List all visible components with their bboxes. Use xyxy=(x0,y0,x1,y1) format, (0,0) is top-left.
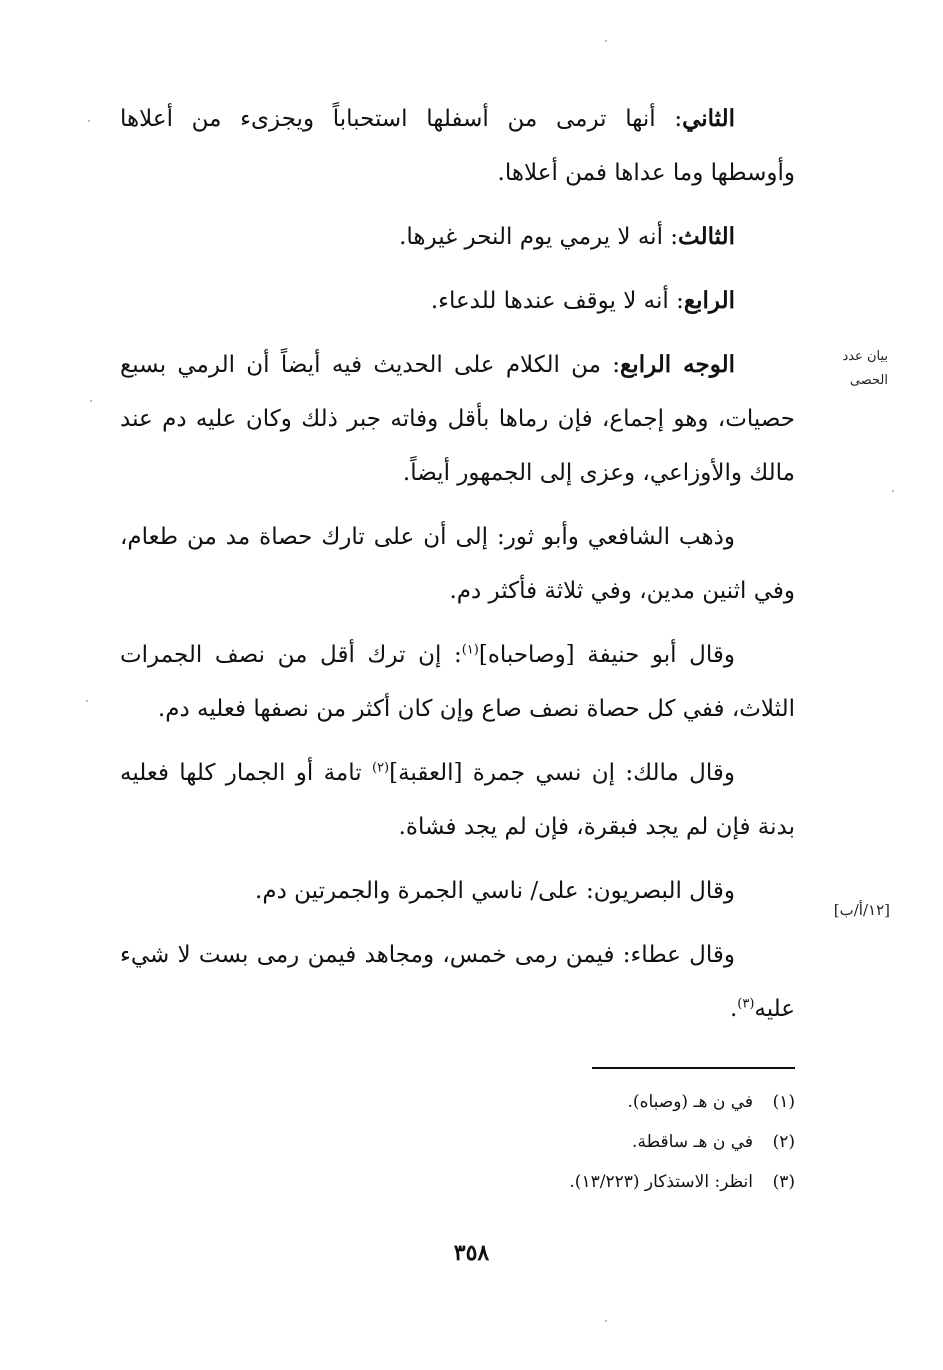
paragraph-fourth-aspect xyxy=(120,338,795,500)
footnote-ref[interactable]: (٢) xyxy=(371,760,390,776)
scan-speck xyxy=(605,40,607,42)
margin-note-topic: بيان عدد الحصى xyxy=(842,349,888,388)
paragraph-text: وقال مالك: إن نسي جمرة [العقبة] xyxy=(389,760,735,786)
paragraph-text-cont: : إن ترك أقل من نصف الجمرات الثلاث، ففي كل حصاة نصف صاع وإن كان أكثر من نصفها فعليه دم. xyxy=(120,642,795,722)
footnote-text: في ن هـ ساقطة. xyxy=(632,1132,753,1152)
footnote-text: انظر: الاستذكار (١٣/٢٢٣). xyxy=(569,1172,753,1192)
paragraph-text: وقال البصريون: على/ ناسي الجمرة والجمرتين دم. xyxy=(255,878,735,904)
paragraph-lead: الثاني xyxy=(682,105,735,132)
paragraph-shafii xyxy=(120,510,795,618)
footnote-ref[interactable]: (١) xyxy=(461,642,479,658)
paragraph-third xyxy=(120,210,795,264)
paragraph-text: : من الكلام على الحديث فيه أيضاً أن الرمي بسبع حصيات، وهو إجماع، فإن رماها بأقل وفاته جبر ذلك وكان عليه دم عند مالك والأوزاعي، وعزى إلى الجمهور أيضاً. xyxy=(120,352,795,486)
paragraph-lead: الثالث xyxy=(678,223,735,250)
scan-speck xyxy=(88,120,90,122)
paragraph-text-cont: . xyxy=(729,996,738,1022)
footnote-divider xyxy=(592,1067,795,1069)
paragraph-text-cont: تامة أو الجمار كلها فعليه بدنة فإن لم يجد فبقرة، فإن لم يجد فشاة. xyxy=(120,760,795,840)
footnote-number: (١) xyxy=(772,1092,795,1112)
scan-speck xyxy=(892,490,894,492)
scan-speck xyxy=(605,1320,607,1322)
paragraph-ata xyxy=(120,928,795,1036)
paragraph-text: وذهب الشافعي وأبو ثور: إلى أن على تارك حصاة مد من طعام، وفي اثنين مدين، وفي ثلاثة فأكثر دم. xyxy=(120,524,795,604)
scan-speck xyxy=(86,700,88,702)
footnotes xyxy=(200,1082,795,1202)
footnote-item xyxy=(200,1122,795,1162)
paragraph-text: : أنه لا يوقف عندها للدعاء. xyxy=(430,288,684,314)
footnote-number: (٣) xyxy=(772,1172,795,1192)
footnote-text: في ن هـ (وصباه). xyxy=(627,1092,753,1112)
paragraph-text: : أنها ترمى من أسفلها استحباباً ويجزىء من أعلاها وأوسطها وما عداها فمن أعلاها. xyxy=(120,106,795,186)
paragraph-second xyxy=(120,92,795,200)
paragraph-text: : أنه لا يرمي يوم النحر غيرها. xyxy=(399,224,679,250)
paragraph-lead: الوجه الرابع xyxy=(620,351,735,378)
footnote-ref[interactable]: (٣) xyxy=(737,996,755,1012)
paragraph-text: وقال أبو حنيفة [وصاحباه] xyxy=(478,642,735,668)
paragraph-lead: الرابع xyxy=(683,287,735,314)
footnote-item xyxy=(200,1082,795,1122)
margin-note-folio: [١٢/أ/ب] xyxy=(833,901,890,919)
page-number: ٣٥٨ xyxy=(453,1240,490,1266)
footnote-number: (٢) xyxy=(772,1132,795,1152)
footnote-item xyxy=(200,1162,795,1202)
main-text xyxy=(120,92,795,1046)
paragraph-text: وقال عطاء: فيمن رمى خمس، ومجاهد فيمن رمى بست لا شيء عليه xyxy=(120,942,795,1022)
paragraph-abu-hanifa xyxy=(120,628,795,736)
paragraph-basrians xyxy=(120,864,795,918)
scan-speck xyxy=(90,400,92,402)
paragraph-malik xyxy=(120,746,795,854)
paragraph-fourth xyxy=(120,274,795,328)
